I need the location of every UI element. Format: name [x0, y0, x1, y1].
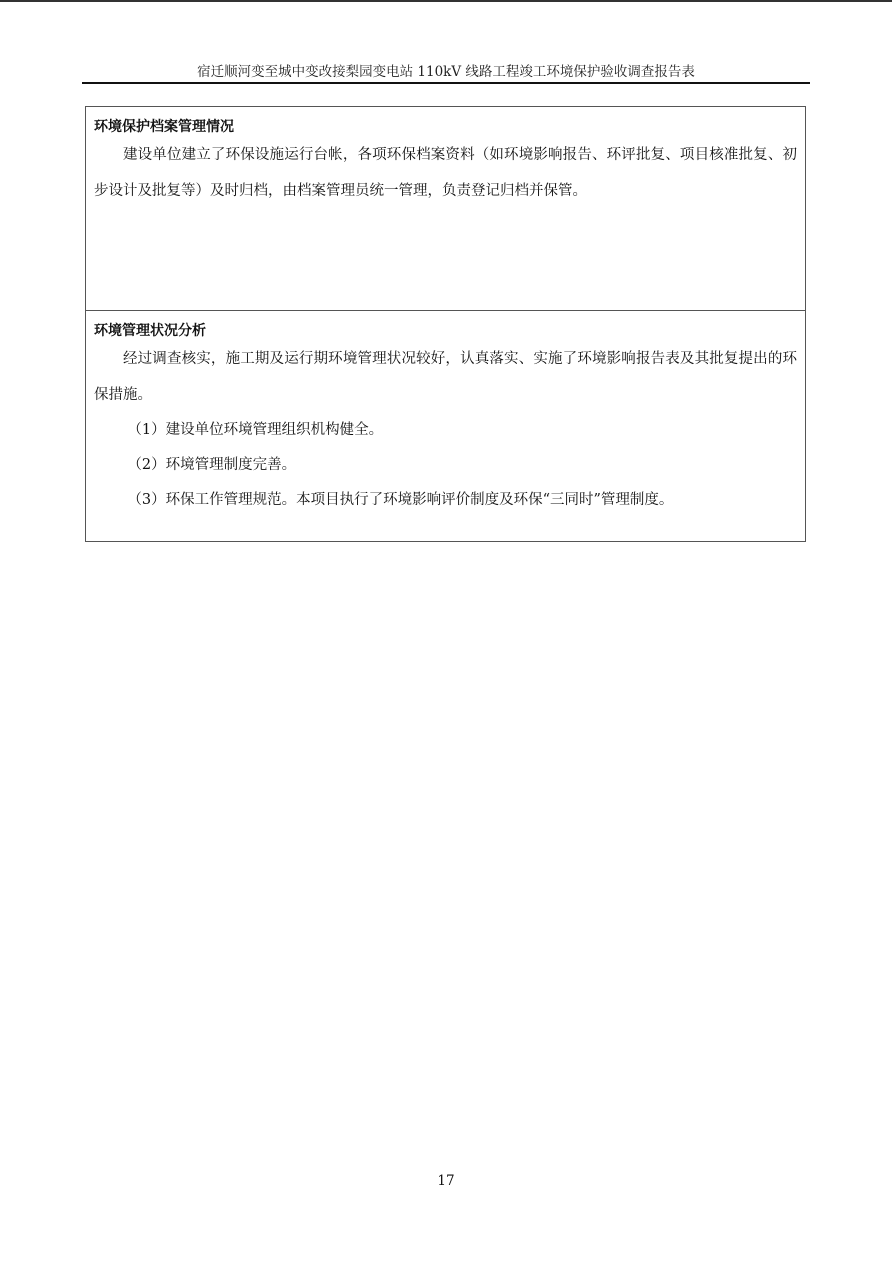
- list-item: （2）环境管理制度完善。: [127, 457, 297, 473]
- list-item: （1）建设单位环境管理组织机构健全。: [127, 422, 384, 438]
- section-title: 环境保护档案管理情况: [94, 119, 234, 135]
- top-border: [0, 0, 892, 2]
- management-analysis-section: [86, 311, 805, 541]
- header-divider: [82, 82, 810, 84]
- list-item: （3）环保工作管理规范。本项目执行了环境影响评价制度及环保“三同时”管理制度。: [127, 492, 674, 508]
- archive-management-section: [86, 107, 805, 311]
- running-header: 宿迁顺河变至城中变改接梨园变电站 110kV 线路工程竣工环境保护验收调查报告表: [197, 64, 695, 80]
- section-paragraph: 经过调查核实，施工期及运行期环境管理状况较好，认真落实、实施了环境影响报告表及其批复提出的环保措施。: [94, 351, 797, 403]
- section-paragraph: 建设单位建立了环保设施运行台帐，各项环保档案资料（如环境影响报告、环评批复、项目核准批复、初步设计及批复等）及时归档，由档案管理员统一管理，负责登记归档并保管。: [94, 147, 797, 199]
- report-table: [85, 106, 806, 542]
- page-number: 17: [437, 1173, 455, 1189]
- section-title: 环境管理状况分析: [94, 323, 206, 339]
